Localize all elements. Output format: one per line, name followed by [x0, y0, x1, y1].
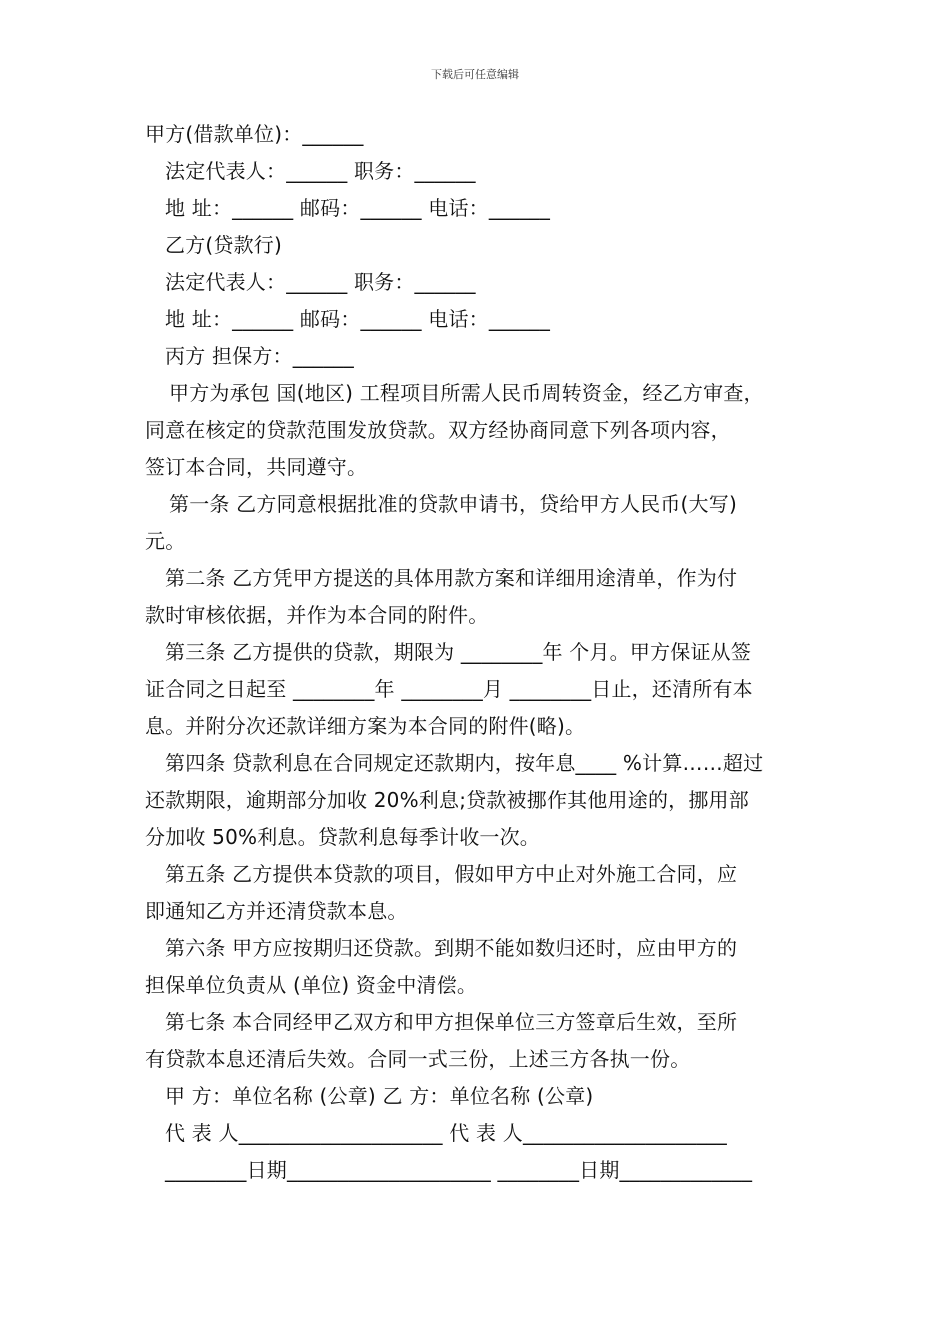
article-line: 即通知乙方并还清贷款本息。: [145, 899, 408, 923]
intro-paragraph: [145, 375, 817, 486]
article-6: [145, 930, 817, 1004]
party-b-representative: 法定代表人：______ 职务：______: [165, 270, 476, 294]
article-line: 款时审核依据，并作为本合同的附件。: [145, 603, 489, 627]
article-1: [145, 486, 817, 560]
intro-line: 同意在核定的贷款范围发放贷款。双方经协商同意下列各项内容，: [145, 418, 731, 442]
signature-representatives: 代 表 人____________________ 代 表 人____________________: [165, 1121, 727, 1145]
signature-parties: 甲 方：单位名称 (公章) 乙 方：单位名称 (公章): [165, 1084, 594, 1108]
article-line: 第六条 甲方应按期归还贷款。到期不能如数归还时，应由甲方的: [165, 936, 738, 960]
article-7: [145, 1004, 817, 1078]
party-b-title: 乙方(贷款行): [165, 233, 283, 257]
signature-dates: ________日期____________________ ________日期_____________: [165, 1158, 753, 1182]
article-3: [145, 634, 817, 745]
page-header-note: 下载后可任意编辑: [431, 68, 519, 81]
intro-line: 甲方为承包 国(地区) 工程项目所需人民币周转资金，经乙方审查，: [169, 381, 764, 405]
article-2: [145, 560, 817, 634]
article-line: 有贷款本息还清后失效。合同一式三份，上述三方各执一份。: [145, 1047, 691, 1071]
article-line: 第一条 乙方同意根据批准的贷款申请书，贷给甲方人民币(大写): [169, 492, 737, 516]
intro-line: 签订本合同，共同遵守。: [145, 455, 368, 479]
article-line: 还款期限，逾期部分加收 20%利息;贷款被挪作其他用途的，挪用部: [145, 788, 749, 812]
article-line: 证合同之日起至 ________年 ________月 ________日止，还清所有本: [145, 677, 753, 701]
party-a-address: 地 址：______ 邮码：______ 电话：______: [165, 196, 551, 220]
article-line: 担保单位负责从 (单位) 资金中清偿。: [145, 973, 478, 997]
article-line: 分加收 50%利息。贷款利息每季计收一次。: [145, 825, 541, 849]
article-line: 元。: [145, 529, 186, 553]
article-line: 第五条 乙方提供本贷款的项目，假如甲方中止对外施工合同，应: [165, 862, 738, 886]
article-line: 第二条 乙方凭甲方提送的具体用款方案和详细用途清单，作为付: [165, 566, 738, 590]
article-line: 息。并附分次还款详细方案为本合同的附件(略)。: [145, 714, 586, 738]
party-a-title: 甲方(借款单位)：______: [145, 122, 364, 146]
party-b-address: 地 址：______ 邮码：______ 电话：______: [165, 307, 551, 331]
party-c-title: 丙方 担保方：______: [165, 344, 354, 368]
party-a-representative: 法定代表人：______ 职务：______: [165, 159, 476, 183]
article-5: [145, 856, 817, 930]
article-line: 第四条 贷款利息在合同规定还款期内，按年息____ %计算……超过: [165, 751, 764, 775]
article-4: [145, 745, 817, 856]
contract-body: [145, 116, 817, 1189]
article-line: 第七条 本合同经甲乙双方和甲方担保单位三方签章后生效，至所: [165, 1010, 738, 1034]
article-line: 第三条 乙方提供的贷款，期限为 ________年 个月。甲方保证从签: [165, 640, 752, 664]
